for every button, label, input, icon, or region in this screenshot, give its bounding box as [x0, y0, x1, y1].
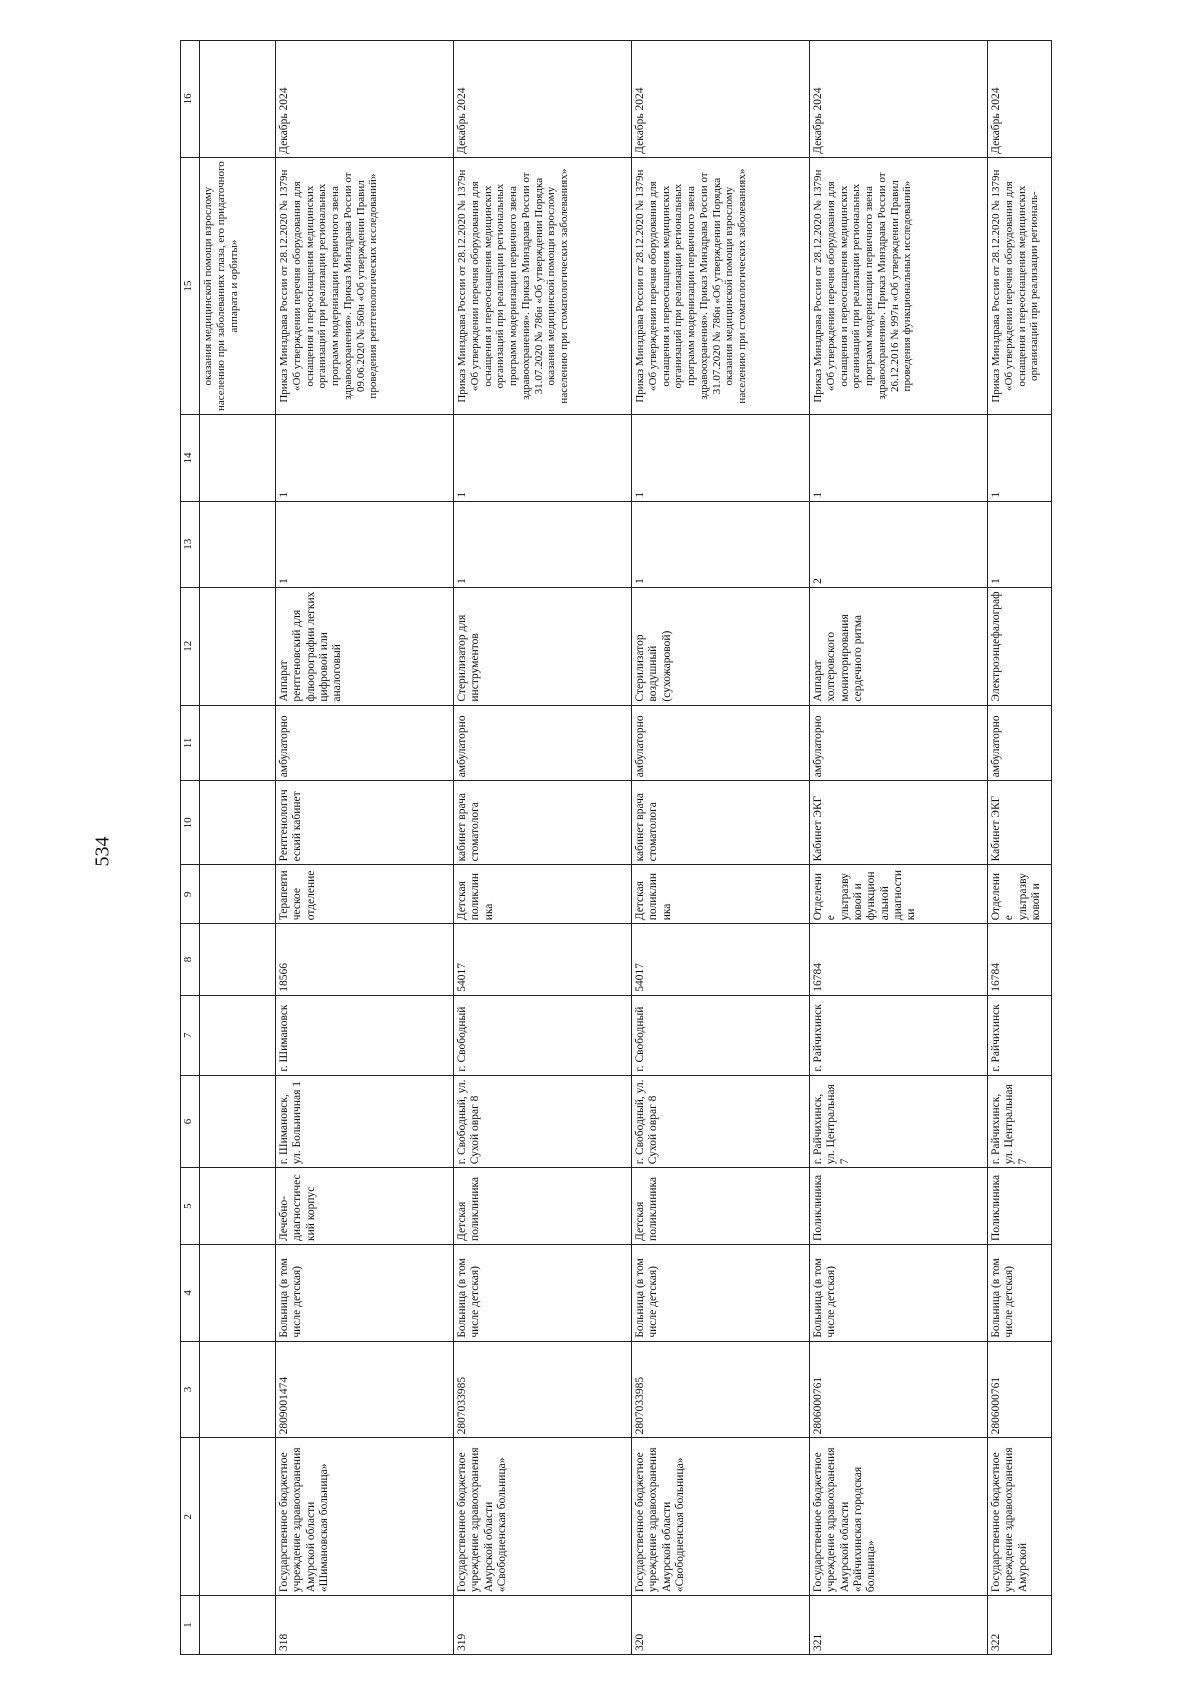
legal-basis-cell: Приказ Минздрава России от 28.12.2020 № 1379н «Об утверждении перечня оборудования для оснащения и переоснащения медицинских организаций при реализации региональных программ модернизации первичного звена здравоохранения». Приказ Минздрава России от 09.06.2020 № 560н «Об утверждении Правил проведения рентгенологических исследований»: [276, 157, 454, 415]
organization-name: Государственное бюджетное учреждение здравоохранения Амурской области «Свободненская больница»: [632, 1438, 810, 1596]
care-type: амбулаторно: [632, 705, 810, 781]
legal-basis-cell: оказания медицинской помощи взрослому населению при заболеваниях глаза, его придаточного аппарата и орбиты»: [200, 157, 276, 415]
cell: [200, 501, 276, 587]
legal-basis-cell: Приказ Минздрава России от 28.12.2020 № 1379н «Об утверждении перечня оборудования для оснащения и переоснащения медицинских организаций при реализации региональных программ модернизации первичного звена здравоохранения». Приказ Минздрава России от 31.07.2020 № 786н «Об утверждении Порядка оказания медицинской помощи взрослому населению при стоматологических заболеваниях»: [632, 157, 810, 415]
facility-type: Больница (в том числе детская): [810, 1244, 988, 1341]
locality: г. Свободный: [454, 995, 632, 1075]
quantity-b: 1: [988, 415, 1052, 501]
cell: [200, 924, 276, 995]
legal-basis-cell: Приказ Минздрава России от 28.12.2020 № 1379н «Об утверждении перечня оборудования для оснащения и переоснащения медицинских организаций при реализации региональных программ модернизации первичного звена здравоохранения». Приказ Минздрава России от 26.12.2016 № 997н «Об утверждении Правил проведения функциональных исследований»: [810, 157, 988, 415]
legal-basis-cell: Приказ Минздрава России от 28.12.2020 № 1379н «Об утверждении перечня оборудования для оснащения и переоснащения медицинских организаций при реализации региональных программ модернизации первичного звена здравоохранения». Приказ Минздрава России от 31.07.2020 № 786н «Об утверждении Порядка оказания медицинской помощи взрослому населению при стоматологических заболеваниях»: [454, 157, 632, 415]
col-num-10: 10: [181, 781, 200, 865]
quantity-a: 1: [632, 501, 810, 587]
cell: [200, 1341, 276, 1438]
page-number: 534: [91, 836, 114, 867]
inn: 2807033985: [454, 1341, 632, 1438]
department: Отделение ультразвуковой и: [988, 865, 1052, 924]
cell: [200, 1244, 276, 1341]
locality: г. Райчихинск: [988, 995, 1052, 1075]
building: Лечебно-диагностический корпус: [276, 1168, 454, 1245]
inn: 2806000761: [988, 1341, 1052, 1438]
care-type: амбулаторно: [988, 705, 1052, 781]
rotated-table-area: [180, 40, 1042, 1655]
department: Детская поликлиника: [632, 865, 810, 924]
table-row: [632, 41, 810, 1655]
cell: [200, 781, 276, 865]
col-num-13: 13: [181, 501, 200, 587]
quantity-b: 1: [810, 415, 988, 501]
locality: г. Райчихинск: [810, 995, 988, 1075]
department: Отделение ультразвуковой и функциональной диагностики: [810, 865, 988, 924]
col-num-14: 14: [181, 415, 200, 501]
cell: [200, 1075, 276, 1168]
quantity-a: 1: [454, 501, 632, 587]
inn: 2807033985: [632, 1341, 810, 1438]
row-number: 321: [810, 1596, 988, 1655]
population: 16784: [810, 924, 988, 995]
quantity-a: 1: [988, 501, 1052, 587]
col-num-15: 15: [181, 157, 200, 415]
organization-name: Государственное бюджетное учреждение здравоохранения Амурской области «Райчихинская городская больница»: [810, 1438, 988, 1596]
department: Детская поликлиника: [454, 865, 632, 924]
deadline: Декабрь 2024: [810, 41, 988, 158]
address: г. Свободный, ул. Сухой овраг 8: [632, 1075, 810, 1168]
col-num-2: 2: [181, 1438, 200, 1596]
organization-name: Государственное бюджетное учреждение здравоохранения Амурской области «Свободненская больница»: [454, 1438, 632, 1596]
department: Терапевтическое отделение: [276, 865, 454, 924]
col-num-5: 5: [181, 1168, 200, 1245]
room: кабинет врача стоматолога: [454, 781, 632, 865]
col-num-3: 3: [181, 1341, 200, 1438]
legal-basis-cell: Приказ Минздрава России от 28.12.2020 № 1379н «Об утверждении перечня оборудования для оснащения и переоснащения медицинских организаций при реализации региональ-: [988, 157, 1052, 415]
deadline: Декабрь 2024: [276, 41, 454, 158]
table-row: [810, 41, 988, 1655]
row-number: 320: [632, 1596, 810, 1655]
cell: [200, 415, 276, 501]
inn: 2809001474: [276, 1341, 454, 1438]
equipment-name: Аппарат холтеровского мониторирования сердечного ритма: [810, 587, 988, 705]
row-number: 322: [988, 1596, 1052, 1655]
organization-name: Государственное бюджетное учреждение здравоохранения Амурской области «Шимановская больница»: [276, 1438, 454, 1596]
population: 18566: [276, 924, 454, 995]
cell: [200, 1438, 276, 1596]
col-num-8: 8: [181, 924, 200, 995]
organization-name: Государственное бюджетное учреждение здравоохранения Амурской: [988, 1438, 1052, 1596]
building: Поликлиника: [988, 1168, 1052, 1245]
facility-type: Больница (в том числе детская): [988, 1244, 1052, 1341]
table-row: [276, 41, 454, 1655]
cell: [200, 41, 276, 158]
equipment-name: Аппарат рентгеновский для флюорографии легких цифровой или аналоговый: [276, 587, 454, 705]
quantity-a: 2: [810, 501, 988, 587]
facility-type: Больница (в том числе детская): [276, 1244, 454, 1341]
col-num-4: 4: [181, 1244, 200, 1341]
column-number-row: [181, 41, 200, 1655]
population: 54017: [454, 924, 632, 995]
cell: [200, 587, 276, 705]
building: Поликлиника: [810, 1168, 988, 1245]
cell: [200, 705, 276, 781]
col-num-16: 16: [181, 41, 200, 158]
col-num-9: 9: [181, 865, 200, 924]
building: Детская поликлиника: [454, 1168, 632, 1245]
equipment-name: Стерилизатор для инструментов: [454, 587, 632, 705]
quantity-b: 1: [276, 415, 454, 501]
locality: г. Свободный: [632, 995, 810, 1075]
quantity-a: 1: [276, 501, 454, 587]
deadline: Декабрь 2024: [454, 41, 632, 158]
address: г. Шимановск, ул. Больничная 1: [276, 1075, 454, 1168]
col-num-7: 7: [181, 995, 200, 1075]
col-num-1: 1: [181, 1596, 200, 1655]
care-type: амбулаторно: [276, 705, 454, 781]
locality: г. Шимановск: [276, 995, 454, 1075]
col-num-11: 11: [181, 705, 200, 781]
population: 16784: [988, 924, 1052, 995]
cell: [200, 1596, 276, 1655]
care-type: амбулаторно: [454, 705, 632, 781]
equipment-name: Электроэнцефалограф: [988, 587, 1052, 705]
address: г. Райчихинск, ул. Центральная 7: [988, 1075, 1052, 1168]
table-row: [454, 41, 632, 1655]
row-number: 318: [276, 1596, 454, 1655]
deadline: Декабрь 2024: [632, 41, 810, 158]
facility-type: Больница (в том числе детская): [454, 1244, 632, 1341]
continuation-row: [200, 41, 276, 1655]
equipment-table: [180, 40, 1052, 1655]
room: кабинет врача стоматолога: [632, 781, 810, 865]
address: г. Свободный, ул. Сухой овраг 8: [454, 1075, 632, 1168]
cell: [200, 995, 276, 1075]
cell: [200, 1168, 276, 1245]
inn: 2806000761: [810, 1341, 988, 1438]
room: Кабинет ЭКГ: [810, 781, 988, 865]
row-number: 319: [454, 1596, 632, 1655]
room: Рентгенологический кабинет: [276, 781, 454, 865]
quantity-b: 1: [454, 415, 632, 501]
cell: [200, 865, 276, 924]
building: Детская поликлиника: [632, 1168, 810, 1245]
room: Кабинет ЭКГ: [988, 781, 1052, 865]
facility-type: Больница (в том числе детская): [632, 1244, 810, 1341]
care-type: амбулаторно: [810, 705, 988, 781]
equipment-name: Стерилизатор воздушный (сухожаровой): [632, 587, 810, 705]
population: 54017: [632, 924, 810, 995]
address: г. Райчихинск, ул. Центральная 7: [810, 1075, 988, 1168]
col-num-12: 12: [181, 587, 200, 705]
col-num-6: 6: [181, 1075, 200, 1168]
table-row: [988, 41, 1052, 1655]
deadline: Декабрь 2024: [988, 41, 1052, 158]
quantity-b: 1: [632, 415, 810, 501]
